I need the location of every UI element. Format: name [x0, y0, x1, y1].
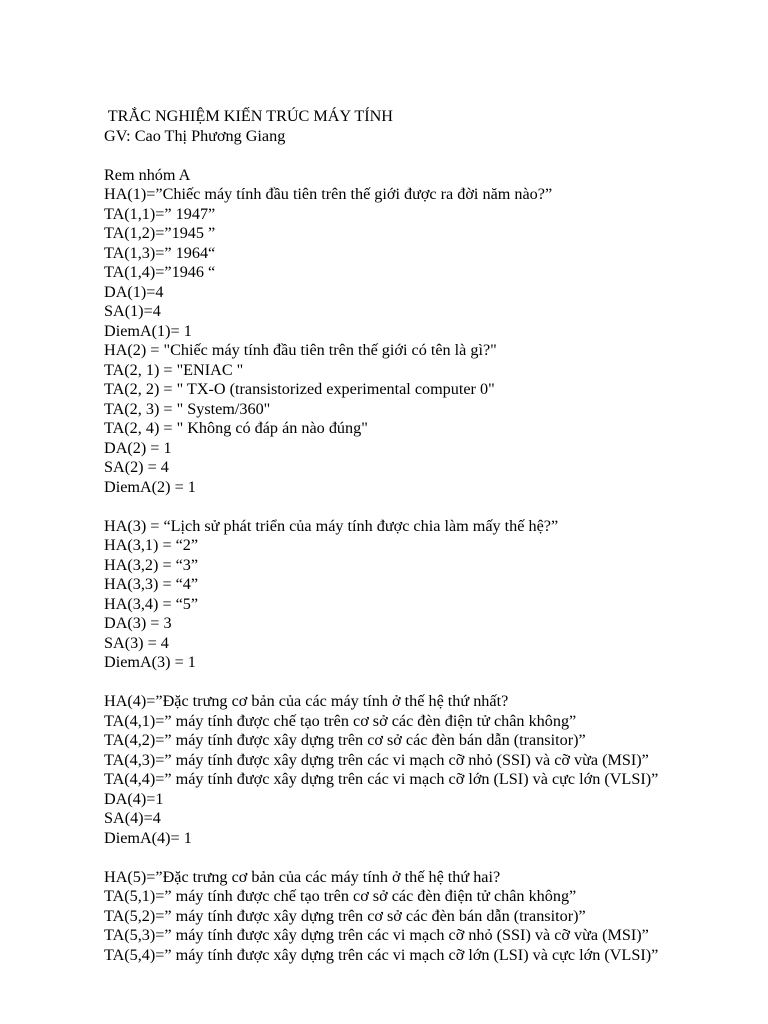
question-1-option-1: TA(1,1)=” 1947” [104, 204, 216, 223]
question-5-option-4: TA(5,4)=” máy tính được xây dựng trên các vi mạch cỡ lớn (LSI) và cực lớn (VLSI)” [104, 945, 659, 964]
question-2-count: SA(2) = 4 [104, 458, 169, 476]
question-5-text: HA(5)=”Đặc trưng cơ bản của các máy tính ở thế hệ thứ hai? [104, 867, 501, 886]
question-5-option-1: TA(5,1)=” máy tính được chế tạo trên cơ sở các đèn điện tử chân không” [104, 887, 577, 905]
blank-line [104, 673, 754, 693]
question-4-option-1: TA(4,1)=” máy tính được chế tạo trên cơ sở các đèn điện tử chân không” [104, 711, 577, 730]
question-4-score: DiemA(4)= 1 [104, 828, 192, 847]
question-3-count: SA(3) = 4 [104, 633, 169, 652]
question-1-answer: DA(1)=4 [104, 282, 164, 301]
question-3-option-2: HA(3,2) = “3” [104, 555, 199, 574]
question-1-option-2: TA(1,2)=”1945 ” [104, 224, 216, 242]
question-2-text: HA(2) = "Chiếc máy tính đầu tiên trên thế giới có tên là gì?" [104, 341, 497, 359]
question-2-option-1: TA(2, 1) = "ENIAC " [104, 360, 244, 379]
question-3-option-1: HA(3,1) = “2” [104, 536, 199, 554]
question-1-text: HA(1)=”Chiếc máy tính đầu tiên trên thế giới được ra đời năm nào?” [104, 185, 553, 203]
question-3-answer: DA(3) = 3 [104, 614, 172, 632]
question-3-score: DiemA(3) = 1 [104, 653, 196, 671]
blank-line [104, 848, 754, 868]
question-2-option-3: TA(2, 3) = " System/360" [104, 399, 271, 418]
document-page [104, 107, 754, 965]
group-label: Rem nhóm A [104, 165, 191, 184]
question-3-option-4: HA(3,4) = “5” [104, 594, 199, 613]
question-4-text: HA(4)=”Đặc trưng cơ bản của các máy tính ở thế hệ thứ nhất? [104, 692, 509, 710]
question-5-option-2: TA(5,2)=” máy tính được xây dựng trên cơ sở các đèn bán dẫn (transitor)” [104, 906, 586, 925]
question-1-count: SA(1)=4 [104, 302, 161, 320]
document-title: TRẮC NGHIỆM KIẾN TRÚC MÁY TÍNH [104, 107, 393, 125]
question-1-score: DiemA(1)= 1 [104, 321, 192, 340]
question-2-option-4: TA(2, 4) = " Không có đáp án nào đúng" [104, 419, 368, 437]
question-3-text: HA(3) = “Lịch sử phát triển của máy tính được chia làm mấy thế hệ?” [104, 516, 559, 535]
question-2-answer: DA(2) = 1 [104, 438, 172, 457]
question-4-count: SA(4)=4 [104, 809, 161, 827]
question-4-option-2: TA(4,2)=” máy tính được xây dựng trên cơ sở các đèn bán dẫn (transitor)” [104, 731, 586, 749]
teacher-name: GV: Cao Thị Phương Giang [104, 126, 286, 145]
question-5-option-3: TA(5,3)=” máy tính được xây dựng trên các vi mạch cỡ nhỏ (SSI) và cỡ vừa (MSI)” [104, 926, 649, 944]
question-2-option-2: TA(2, 2) = " TX-O (transistorized experimental computer 0" [104, 380, 495, 398]
question-4-option-3: TA(4,3)=” máy tính được xây dựng trên các vi mạch cỡ nhỏ (SSI) và cỡ vừa (MSI)” [104, 750, 649, 769]
question-4-answer: DA(4)=1 [104, 789, 164, 808]
blank-line [104, 497, 754, 517]
question-1-option-3: TA(1,3)=” 1964“ [104, 243, 216, 262]
question-4-option-4: TA(4,4)=” máy tính được xây dựng trên các vi mạch cỡ lớn (LSI) và cực lớn (VLSI)” [104, 770, 659, 788]
question-2-score: DiemA(2) = 1 [104, 477, 196, 496]
question-1-option-4: TA(1,4)=”1946 “ [104, 263, 216, 281]
question-3-option-3: HA(3,3) = “4” [104, 575, 199, 593]
blank-line [104, 146, 754, 166]
